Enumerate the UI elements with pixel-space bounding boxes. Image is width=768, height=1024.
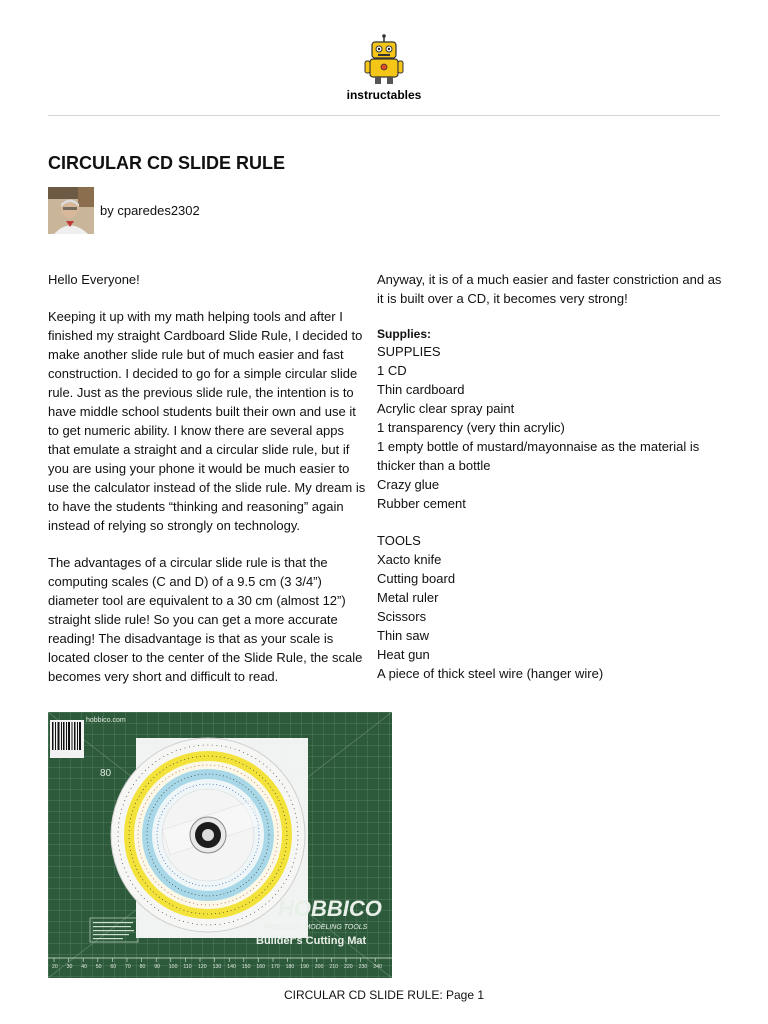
greeting-paragraph: Hello Everyone! [48, 272, 140, 287]
construction-paragraph: Anyway, it is of a much easier and faster constriction and as it is built over a CD, it becomes very strong! [377, 272, 722, 306]
left-column [48, 270, 366, 686]
author-avatar[interactable] [48, 187, 94, 234]
instructables-robot-icon[interactable] [362, 34, 406, 86]
ruler-number: 100 [168, 964, 178, 970]
list-item: Rubber cement [377, 496, 466, 511]
mat-brand: HOBBICO [278, 896, 382, 921]
ruler-number: 70 [125, 964, 131, 970]
mat-subtitle: PRECISION MODELING TOOLS [264, 924, 368, 931]
list-item: Crazy glue [377, 477, 440, 492]
ruler-number: 90 [154, 964, 160, 970]
slide-rule-photo[interactable] [48, 712, 392, 978]
mat-site-text: hobbico.com [86, 717, 126, 724]
page-footer: CIRCULAR CD SLIDE RULE: Page 1 [283, 988, 485, 1002]
list-item: Thin saw [377, 628, 430, 643]
list-item: 1 transparency (very thin acrylic) [377, 420, 565, 435]
ruler-number: 30 [66, 964, 73, 970]
ruler-number: 20 [52, 964, 58, 970]
ruler-number: 230 [358, 964, 368, 970]
list-item: Cutting board [377, 571, 456, 586]
ruler-number: 140 [227, 964, 236, 970]
ruler-number: 130 [212, 964, 222, 970]
ruler-number: 160 [256, 964, 266, 970]
mat-label: Builder's Cutting Mat [256, 935, 367, 947]
barcode [50, 720, 84, 758]
author-byline[interactable]: by cparedes2302 [100, 203, 200, 218]
list-item: Acrylic clear spray paint [377, 401, 515, 416]
right-column [377, 270, 722, 683]
ruler-number: 60 [110, 964, 117, 970]
list-item: Thin cardboard [377, 382, 465, 397]
ruler-number: 190 [300, 964, 309, 970]
ruler-number: 180 [285, 964, 295, 970]
list-item: 1 empty bottle of mustard/mayonnaise as the material is thicker than a bottle [377, 439, 700, 473]
brand-name: instructables [346, 88, 422, 102]
header-divider [48, 115, 720, 116]
intro-paragraph: Keeping it up with my math helping tools and after I finished my straight Cardboard Slide Rule, I decided to make another slide rule but of much easier and fast construction. I decided to go for a simple circular slide rule. Just as the previous slide rule, the intention is to have middle school students built their own and use it to get numeric ability. I know there are several apps that emulate a straight and a circular slide rule, but if you are using your phone it would be much easier to use the calculator instead of the slide rule. My dream is to have the students “thinking and reasoning” again instead of relying so strongly on technology. [48, 309, 366, 533]
ruler-number: 110 [183, 964, 192, 970]
advantages-paragraph: The advantages of a circular slide rule is that the computing scales (C and D) of a 9.5 cm (3 3/4”) diameter tool are equivalent to a 30 cm (almost 12”) straight slide rule! So you can get a more accurate reading! The disadvantage is that as your scale is located closer to the center of the Slide Rule, the scale becomes very short and difficult to read. [48, 555, 363, 684]
ruler-number: 50 [95, 964, 102, 970]
list-item: Scissors [377, 609, 427, 624]
tools-title: TOOLS [377, 533, 421, 548]
ruler-number: 220 [344, 964, 353, 970]
ruler-number: 210 [329, 964, 339, 970]
ruler-number: 200 [314, 964, 324, 970]
list-item: Heat gun [377, 647, 430, 662]
list-item: A piece of thick steel wire (hanger wire) [377, 666, 604, 681]
article-title: CIRCULAR CD SLIDE RULE [48, 153, 285, 173]
list-item: Xacto knife [377, 552, 442, 567]
supplies-heading: Supplies: [377, 327, 432, 341]
list-item: 1 CD [377, 363, 407, 378]
ruler-number: 150 [241, 964, 251, 970]
supplies-title: SUPPLIES [377, 344, 441, 359]
ruler-number: 240 [373, 964, 382, 970]
ruler-number: 80 [139, 964, 146, 970]
list-item: Metal ruler [377, 590, 439, 605]
ruler-number: 170 [271, 964, 280, 970]
ruler-number: 40 [81, 964, 87, 970]
ruler-number: 120 [198, 964, 207, 970]
mat-number: 80 [100, 768, 112, 779]
